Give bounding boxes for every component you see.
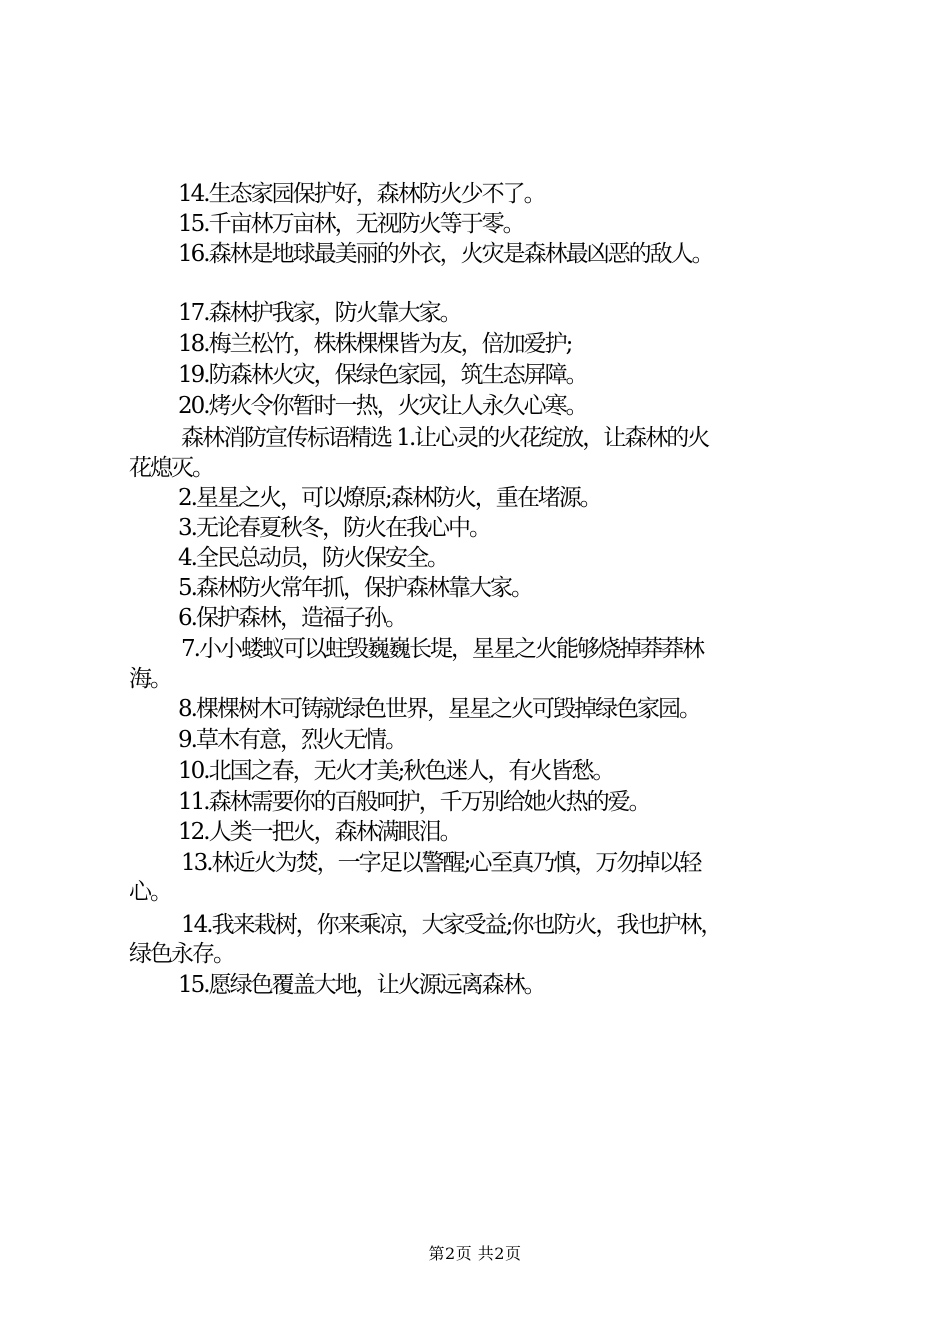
text-line: 海。 [129, 666, 171, 692]
text-line: 11.森林需要你的百般呵护，千万别给她火热的爱。 [178, 789, 650, 815]
text-line: 15.千亩林万亩林，无视防火等于零。 [178, 211, 524, 237]
text-line: 18.梅兰松竹，株株棵棵皆为友，倍加爱护; [178, 331, 572, 357]
text-line: 4.全民总动员，防火保安全。 [178, 545, 448, 571]
text-line: 6.保护森林，造福子孙。 [178, 605, 406, 631]
text-line: 17.森林护我家，防火靠大家。 [178, 300, 461, 326]
text-line: 20.烤火令你暂时一热，火灾让人永久心寒。 [178, 393, 587, 419]
text-line: 心。 [129, 879, 171, 905]
text-line: 花熄灭。 [129, 455, 213, 481]
text-line: 12.人类一把火，森林满眼泪。 [178, 819, 461, 845]
text-line: 2.星星之火，可以燎原;森林防火，重在堵源。 [178, 485, 601, 511]
text-line: 10.北国之春，无火才美;秋色迷人，有火皆愁。 [178, 758, 614, 784]
section-heading-line: 森林消防宣传标语精选 1.让心灵的火花绽放，让森林的火 [181, 425, 709, 451]
text-line: 16.森林是地球最美丽的外衣，火灾是森林最凶恶的敌人。 [178, 241, 713, 267]
text-line: 13.林近火为焚，一字足以警醒;心至真乃慎，万勿掉以轻 [181, 850, 701, 876]
text-line: 绿色永存。 [129, 941, 234, 967]
text-line: 3.无论春夏秋冬，防火在我心中。 [178, 515, 490, 541]
text-line: 14.我来栽树，你来乘凉，大家受益;你也防火，我也护林， [181, 912, 722, 938]
text-line: 8.棵棵树木可铸就绿色世界，星星之火可毁掉绿色家园。 [178, 696, 700, 722]
page-footer: 第2页 共2页 [428, 1244, 522, 1263]
text-line: 19.防森林火灾，保绿色家园，筑生态屏障。 [178, 362, 587, 388]
text-line: 9.草木有意，烈火无情。 [178, 727, 406, 753]
text-line: 7.小小蝼蚁可以蛀毁巍巍长堤，星星之火能够烧掉莽莽林 [181, 636, 703, 662]
text-line: 5.森林防火常年抓，保护森林靠大家。 [178, 575, 532, 601]
text-line: 15.愿绿色覆盖大地，让火源远离森林。 [178, 972, 545, 998]
text-line: 14.生态家园保护好，森林防火少不了。 [178, 181, 545, 207]
